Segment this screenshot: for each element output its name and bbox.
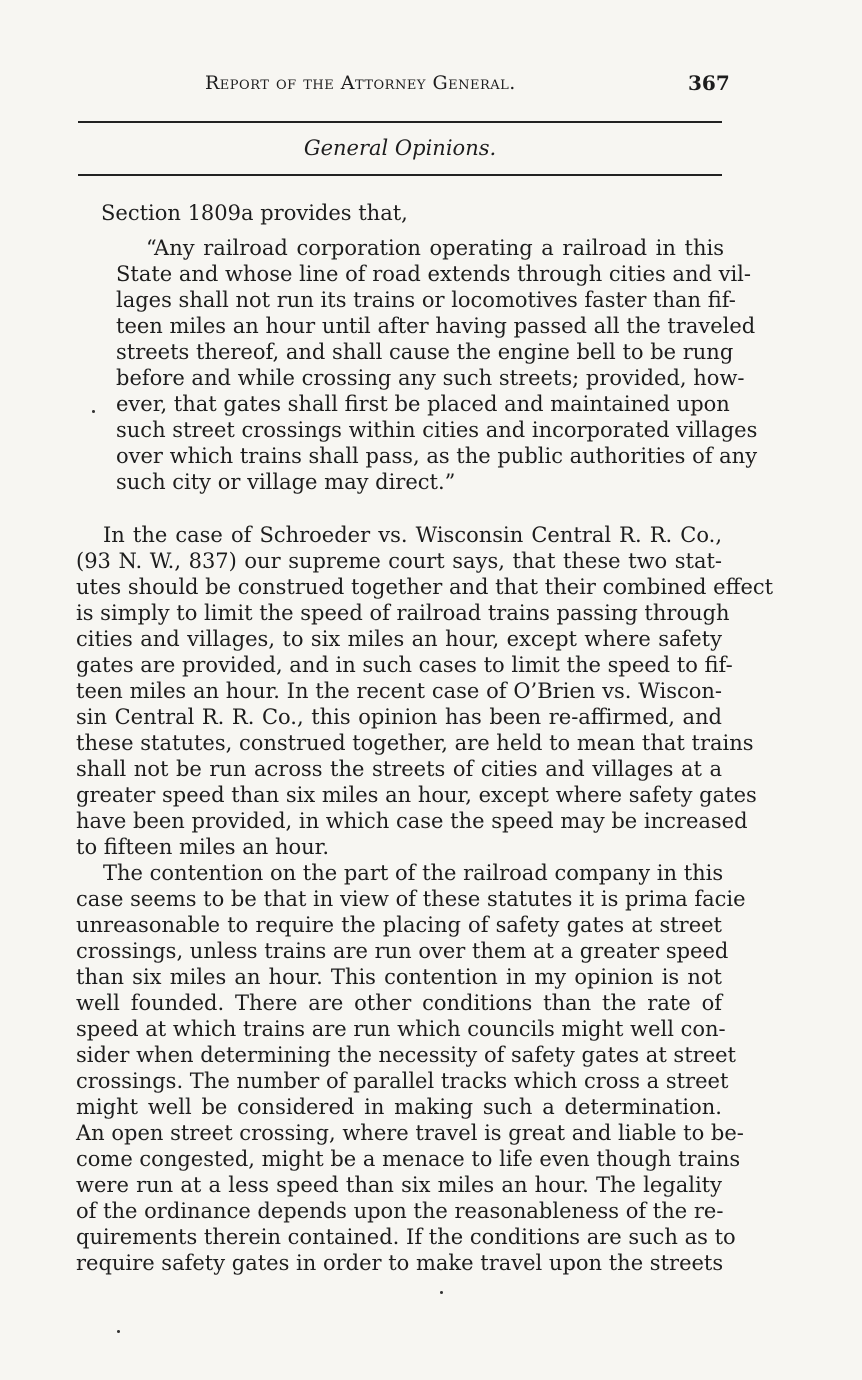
- paragraph-line: An open street crossing, where travel is great and liable to be-: [76, 1121, 744, 1145]
- paragraph-line: case seems to be that in view of these statutes it is prima facie: [76, 887, 746, 911]
- paragraph-line: might well be considered in making such a determination.: [76, 1095, 722, 1119]
- scan-speck: [440, 1291, 443, 1294]
- running-title: Report of the Attorney General.: [205, 72, 516, 94]
- paragraph-line: In the case of Schroeder vs. Wisconsin Central R. R. Co.,: [103, 523, 722, 547]
- quote-line: such city or village may direct.”: [116, 470, 456, 494]
- page-number: 367: [688, 71, 730, 95]
- paragraph-line: gates are provided, and in such cases to limit the speed to fif-: [76, 653, 733, 677]
- quote-line: ever, that gates shall first be placed and maintained upon: [116, 392, 730, 416]
- quote-line: streets thereof, and shall cause the engine bell to be rung: [116, 340, 734, 364]
- quote-line: over which trains shall pass, as the public authorities of any: [116, 444, 758, 468]
- paragraph-line: well founded. There are other conditions than the rate of: [76, 991, 722, 1015]
- paragraph-line: unreasonable to require the placing of safety gates at street: [76, 913, 722, 937]
- paragraph-line: than six miles an hour. This contention in my opinion is not: [76, 965, 722, 989]
- paragraph-line: The contention on the part of the railroad company in this: [103, 861, 724, 885]
- paragraph-line: have been provided, in which case the speed may be increased: [76, 809, 748, 833]
- quote-line: “Any railroad corporation operating a railroad in this: [146, 236, 724, 260]
- paragraph-line: (93 N. W., 837) our supreme court says, that these two stat-: [76, 549, 722, 573]
- paragraph-line: these statutes, construed together, are held to mean that trains: [76, 731, 754, 755]
- section-title: General Opinions.: [303, 136, 497, 160]
- quote-line: such street crossings within cities and incorporated villages: [116, 418, 758, 442]
- quote-line: State and whose line of road extends through cities and vil-: [116, 262, 751, 286]
- intro-line: Section 1809a provides that,: [101, 201, 408, 225]
- quote-line: before and while crossing any such streets; provided, how-: [116, 366, 745, 390]
- paragraph-line: of the ordinance depends upon the reasonableness of the re-: [76, 1199, 724, 1223]
- paragraph-line: were run at a less speed than six miles an hour. The legality: [76, 1173, 722, 1197]
- paragraph-line: sin Central R. R. Co., this opinion has been re-affirmed, and: [76, 705, 722, 729]
- paragraph-line: greater speed than six miles an hour, except where safety gates: [76, 783, 757, 807]
- scan-speck: [92, 410, 95, 413]
- header-rule-bottom: [78, 174, 722, 176]
- quote-line: lages shall not run its trains or locomotives faster than fif-: [116, 288, 736, 312]
- paragraph-line: cities and villages, to six miles an hour, except where safety: [76, 627, 722, 651]
- scan-speck: [117, 1330, 120, 1333]
- paragraph-line: to fifteen miles an hour.: [76, 835, 330, 859]
- quote-line: teen miles an hour until after having passed all the traveled: [116, 314, 756, 338]
- paragraph-line: come congested, might be a menace to life even though trains: [76, 1147, 741, 1171]
- paragraph-line: require safety gates in order to make travel upon the streets: [76, 1251, 724, 1275]
- paragraph-line: teen miles an hour. In the recent case of O’Brien vs. Wiscon-: [76, 679, 722, 703]
- paragraph-line: is simply to limit the speed of railroad trains passing through: [76, 601, 730, 625]
- paragraph-line: crossings. The number of parallel tracks which cross a street: [76, 1069, 729, 1093]
- paragraph-line: utes should be construed together and that their combined effect: [76, 575, 774, 599]
- paragraph-line: speed at which trains are run which councils might well con-: [76, 1017, 726, 1041]
- paragraph-line: crossings, unless trains are run over them at a greater speed: [76, 939, 729, 963]
- paragraph-line: sider when determining the necessity of safety gates at street: [76, 1043, 736, 1067]
- paragraph-line: shall not be run across the streets of cities and villages at a: [76, 757, 722, 781]
- header-rule-top: [78, 121, 722, 123]
- paragraph-line: quirements therein contained. If the conditions are such as to: [76, 1225, 736, 1249]
